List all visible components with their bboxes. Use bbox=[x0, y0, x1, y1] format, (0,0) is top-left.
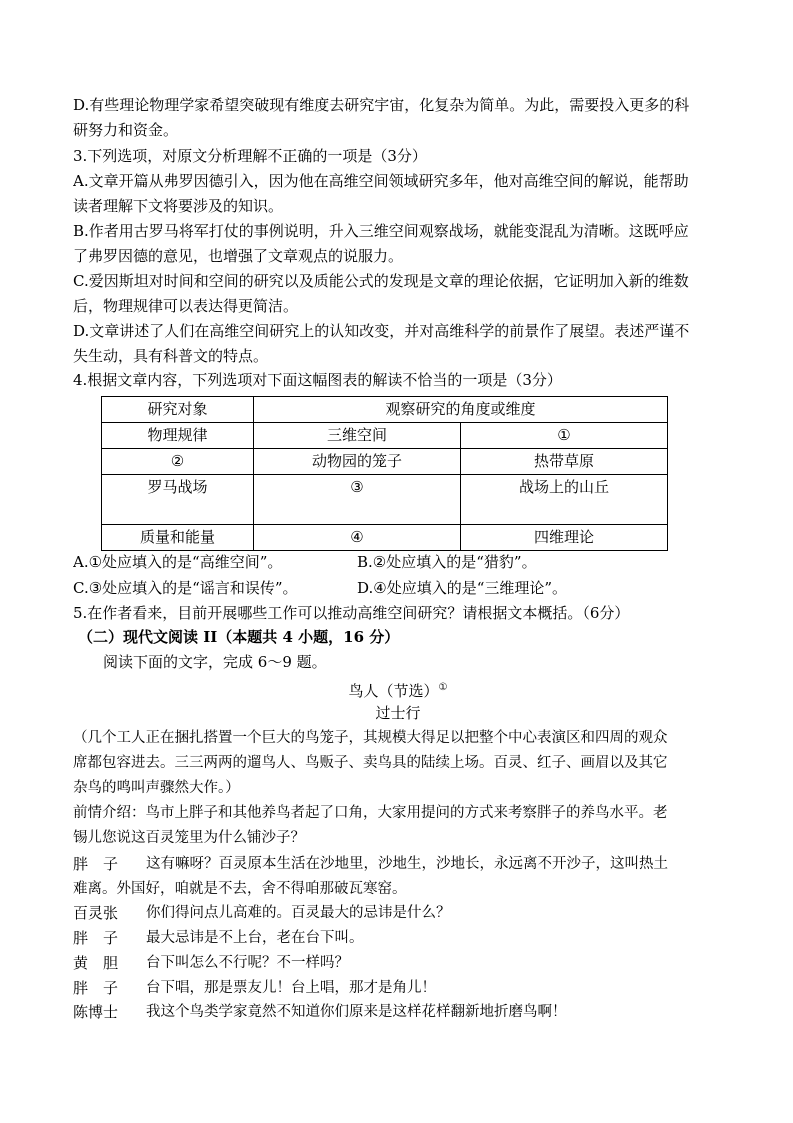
table-cell: ② bbox=[102, 449, 254, 475]
stage-direction-line2: 席都包容进去。三三两两的遛鸟人、鸟贩子、卖鸟具的陆续上场。百灵、红子、画眉以及其它 bbox=[73, 755, 668, 771]
reading-instruction: 阅读下面的文字，完成 6～9 题。 bbox=[103, 653, 327, 671]
table-cell: ④ bbox=[254, 525, 461, 551]
q2-option-d-line1: D.有些理论物理学家希望突破现有维度去研究宇宙，化复杂为简单。为此，需要投入更多的科 bbox=[73, 96, 690, 114]
table-header-cell: 观察研究的角度或维度 bbox=[254, 397, 668, 423]
dialogue-line: 台下叫怎么不行呢？不一样吗？ bbox=[146, 955, 349, 971]
question-5: 5.在作者看来，目前开展哪些工作可以推动高维空间研究？请根据文本概括。（6分） bbox=[73, 604, 630, 622]
table-header-row bbox=[102, 397, 668, 423]
stage-direction-line1: （几个工人正在捆扎搭置一个巨大的鸟笼子，其规模大得足以把整个中心表演区和四周的观众 bbox=[73, 730, 668, 746]
question-4: 4.根据文章内容，下列选项对下面这幅图表的解读不恰当的一项是（3分） bbox=[73, 371, 562, 389]
prelude-line1: 前情介绍：鸟市上胖子和其他养鸟者起了口角，大家用提问的方式来考察胖子的养鸟水平。老 bbox=[73, 805, 668, 821]
play-author: 过士行 bbox=[375, 704, 421, 722]
table-cell: 质量和能量 bbox=[102, 525, 254, 551]
dialogue-line-continued: 难离。外国好，咱就是不去，舍不得咱那破瓦寒窑。 bbox=[73, 881, 407, 897]
dialogue-line: 这有嘛呀？百灵原本生活在沙地里，沙地生，沙地长，永远离不开沙子，这叫热土 bbox=[146, 856, 668, 872]
q3-option-b-line1: B.作者用古罗马将军打仗的事例说明，升入三维空间观察战场，就能变混乱为清晰。这既呼应 bbox=[73, 222, 689, 240]
q3-option-d-line1: D.文章讲述了人们在高维空间研究上的认知改变，并对高维科学的前景作了展望。表述严谨不 bbox=[73, 322, 690, 340]
dialogue-speaker: 胖 子 bbox=[73, 855, 119, 873]
table-header-cell: 研究对象 bbox=[102, 397, 254, 423]
table-cell: 罗马战场 bbox=[102, 475, 254, 525]
stage-direction-line3: 杂鸟的鸣叫声骤然大作。） bbox=[73, 780, 240, 796]
table-cell: 战场上的山丘 bbox=[461, 475, 668, 525]
dialogue-speaker: 胖 子 bbox=[73, 929, 119, 947]
dialogue-speaker: 胖 子 bbox=[73, 979, 119, 997]
q3-option-d-line2: 失生动，具有科普文的特点。 bbox=[73, 347, 269, 365]
table-cell: 动物园的笼子 bbox=[254, 449, 461, 475]
dialogue-line: 我这个鸟类学家竟然不知道你们原来是这样花样翻新地折磨鸟啊！ bbox=[146, 1004, 567, 1020]
research-table bbox=[101, 396, 668, 551]
table-cell: 四维理论 bbox=[461, 525, 668, 551]
q4-option-a: A.①处应填入的是“高维空间”。 bbox=[73, 553, 283, 571]
prelude-line2: 锡儿您说这百灵笼里为什么铺沙子？ bbox=[73, 830, 305, 846]
dialogue-speaker: 百灵张 bbox=[73, 904, 119, 922]
table-cell: 三维空间 bbox=[254, 423, 461, 449]
q2-option-d-line2: 研努力和资金。 bbox=[73, 121, 179, 139]
table-cell: 热带草原 bbox=[461, 449, 668, 475]
q3-option-c-line1: C.爱因斯坦对时间和空间的研究以及质能公式的发现是文章的理论依据，它证明加入新的维数 bbox=[73, 272, 689, 290]
table-row bbox=[102, 525, 668, 551]
table-cell: ③ bbox=[254, 475, 461, 525]
play-title-text: 鸟人（节选） bbox=[348, 682, 439, 700]
dialogue-line: 最大忌讳是不上台，老在台下叫。 bbox=[146, 930, 364, 946]
dialogue-line: 台下唱，那是票友儿！台上唱，那才是角儿！ bbox=[146, 980, 436, 996]
section-heading: （二）现代文阅读 II（本题共 4 小题，16 分） bbox=[78, 628, 400, 646]
q4-option-b: B.②处应填入的是“猎豹”。 bbox=[357, 553, 537, 571]
q3-option-a-line1: A.文章开篇从弗罗因德引入，因为他在高维空间领域研究多年，他对高维空间的解说，能帮助 bbox=[73, 172, 689, 190]
q3-option-c-line2: 后，物理规律可以表达得更简洁。 bbox=[73, 297, 299, 315]
question-3: 3.下列选项，对原文分析理解不正确的一项是（3分） bbox=[73, 147, 427, 165]
table-cell: 物理规律 bbox=[102, 423, 254, 449]
q3-option-a-line2: 读者理解下文将要涉及的知识。 bbox=[73, 197, 284, 215]
table-row bbox=[102, 449, 668, 475]
table-row bbox=[102, 423, 668, 449]
q4-option-d: D.④处应填入的是“三维理论”。 bbox=[357, 579, 568, 597]
dialogue-speaker: 陈博士 bbox=[73, 1003, 119, 1021]
play-title bbox=[73, 679, 723, 700]
table-row bbox=[102, 475, 668, 525]
footnote-marker: ① bbox=[438, 682, 448, 693]
dialogue-speaker: 黄 胆 bbox=[73, 954, 119, 972]
q3-option-b-line2: 了弗罗因德的意见，也增强了文章观点的说服力。 bbox=[73, 247, 404, 265]
dialogue-line: 你们得问点儿高难的。百灵最大的忌讳是什么？ bbox=[146, 905, 451, 921]
q4-option-c: C.③处应填入的是“谣言和误传”。 bbox=[73, 579, 298, 597]
table-cell: ① bbox=[461, 423, 668, 449]
